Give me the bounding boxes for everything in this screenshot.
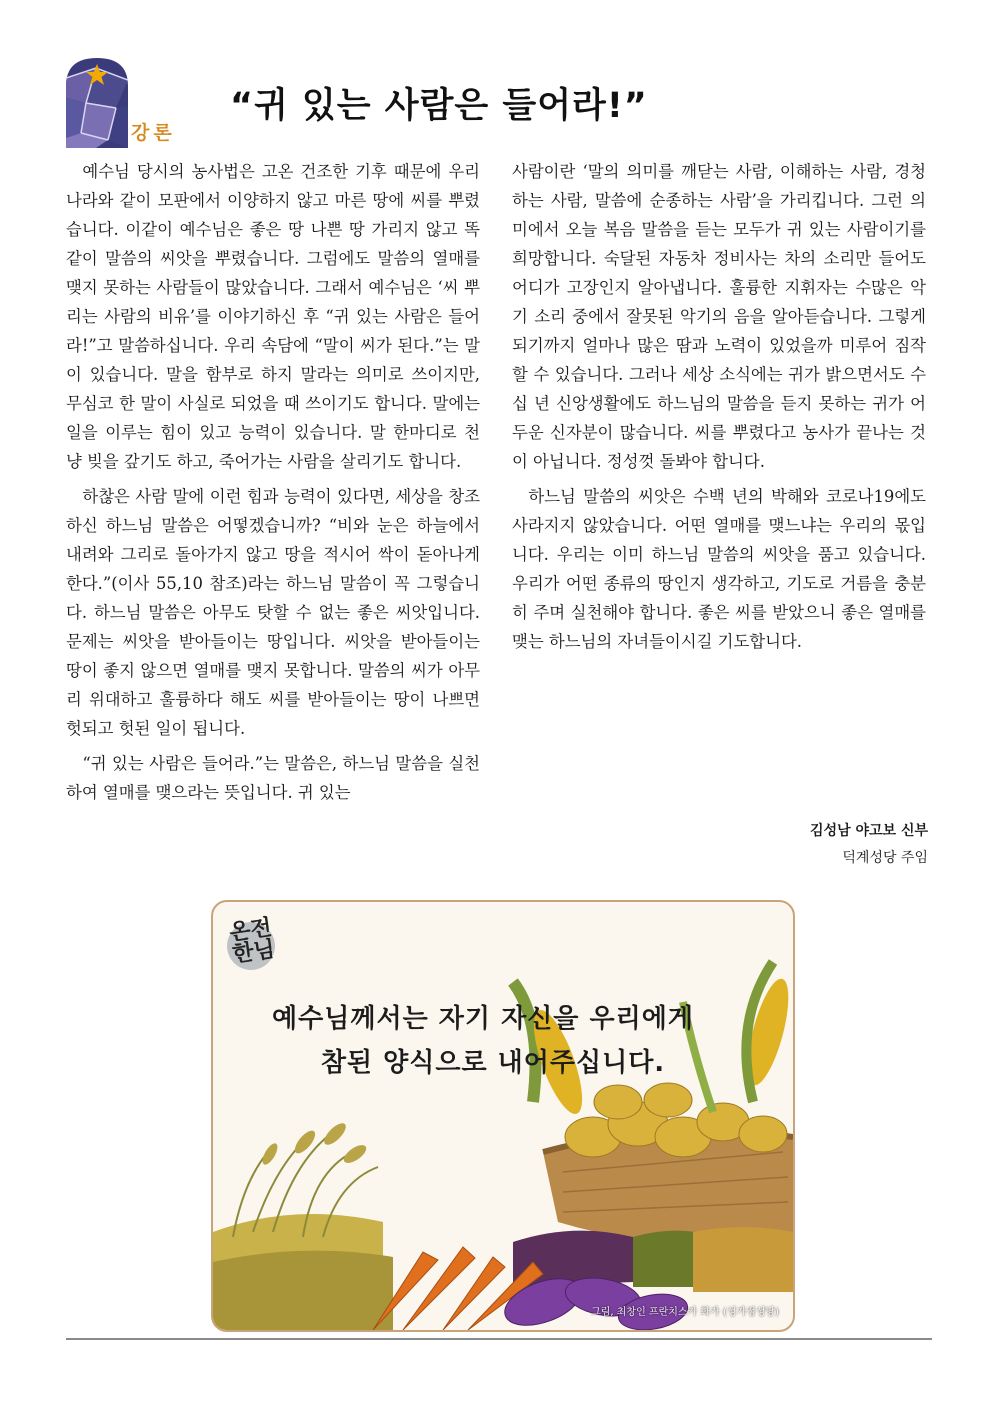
illustration-panel [211, 900, 795, 1332]
section-label: 강론 [131, 122, 176, 144]
paragraph: 사람이란 ‘말의 의미를 깨닫는 사람, 이해하는 사람, 경청하는 사람, 말씀에 순종하는 사람’을 가리킵니다. 그런 의미에서 오늘 복음 말씀을 듣는 모두가 귀 있는 사람이기를 희망합니다. 숙달된 자동차 정비사는 차의 소리만 들어도 어디가 고장인지 알아냅니다. 훌륭한 지휘자는 수많은 악기 소리 중에서 잘못된 악기의 음을 알아듣습니다. 그렇게 되기까지 얼마나 많은 땀과 노력이 있었을까 미루어 짐작할 수 있습니다. 그러나 세상 소식에는 귀가 밝으면서도 수십 년 신앙생활에도 하느님의 말씀을 듣지 못하는 귀가 어두운 신자분이 많습니다. 씨를 뿌렸다고 농사가 끝나는 것이 아닙니다. 정성껏 돌봐야 합니다. [512, 162, 926, 471]
author-role: 덕계성당 주임 [842, 850, 928, 866]
illustration-caption-line2: 참된 양식으로 내어주십니다. [320, 1048, 666, 1078]
author-name: 김성남 야고보 신부 [810, 823, 928, 839]
badge-text: 온전 한님 [227, 915, 277, 968]
stained-glass-icon [66, 58, 128, 148]
illustration-credit: 그림, 최창인 프란치스카 화가 (성가정성당) [591, 1307, 779, 1318]
illustration-caption-line1: 예수님께서는 자기 자신을 우리에게 [272, 1004, 694, 1034]
paragraph: 예수님 당시의 농사법은 고온 건조한 기후 때문에 우리나라와 같이 모판에서 이양하지 않고 마른 땅에 씨를 뿌렸습니다. 이같이 예수님은 좋은 땅 나쁜 땅 가리지 않고 똑같이 말씀의 씨앗을 뿌렸습니다. 그럼에도 말씀의 열매를 맺지 못하는 사람들이 많았습니다. 그래서 예수님은 ‘씨 뿌리는 사람의 비유’를 이야기하신 후 “귀 있는 사람은 들어라!”고 말씀하십니다. 우리 속담에 “말이 씨가 된다.”는 말이 있습니다. 말을 함부로 하지 말라는 의미로 쓰이지만, 무심코 한 말이 사실로 되었을 때 쓰이기도 합니다. 말에는 일을 이루는 힘이 있고 능력이 있습니다. 말 한마디로 천 냥 빚을 갚기도 하고, 죽어가는 사람을 살리기도 합니다. [66, 162, 480, 471]
paragraph: “귀 있는 사람은 들어라.”는 말씀은, 하느님 말씀을 실천하여 열매를 맺으라는 뜻입니다. 귀 있는 [66, 754, 480, 802]
page-title: “귀 있는 사람은 들어라!” [230, 86, 648, 126]
paragraph: 하찮은 사람 말에 이런 힘과 능력이 있다면, 세상을 창조하신 하느님 말씀은 어떻겠습니까? “비와 눈은 하늘에서 내려와 그리로 돌아가지 않고 땅을 적시어 싹이 돋아나게 한다.”(이사 55,10 참조)라는 하느님 말씀이 꼭 그렇습니다. 하느님 말씀은 아무도 탓할 수 없는 좋은 씨앗입니다. 문제는 씨앗을 받아들이는 땅입니다. 씨앗을 받아들이는 땅이 좋지 않으면 열매를 맺지 못합니다. 말씀의 씨가 아무리 위대하고 훌륭하다 해도 씨를 받아들이는 땅이 나쁘면 헛되고 헛된 일이 됩니다. [66, 487, 480, 738]
signature [810, 818, 928, 872]
paragraph: 하느님 말씀의 씨앗은 수백 년의 박해와 코로나19에도 사라지지 않았습니다. 어떤 열매를 맺느냐는 우리의 몫입니다. 우리는 이미 하느님 말씀의 씨앗을 품고 있습니다. 우리가 어떤 종류의 땅인지 생각하고, 기도로 거름을 충분히 주며 실천해야 합니다. 좋은 씨를 받았으니 좋은 열매를 맺는 하느님의 자녀들이시길 기도합니다. [512, 487, 926, 651]
article-right-column [512, 157, 926, 662]
bottom-divider [66, 1338, 932, 1340]
article-left-column [66, 157, 480, 813]
